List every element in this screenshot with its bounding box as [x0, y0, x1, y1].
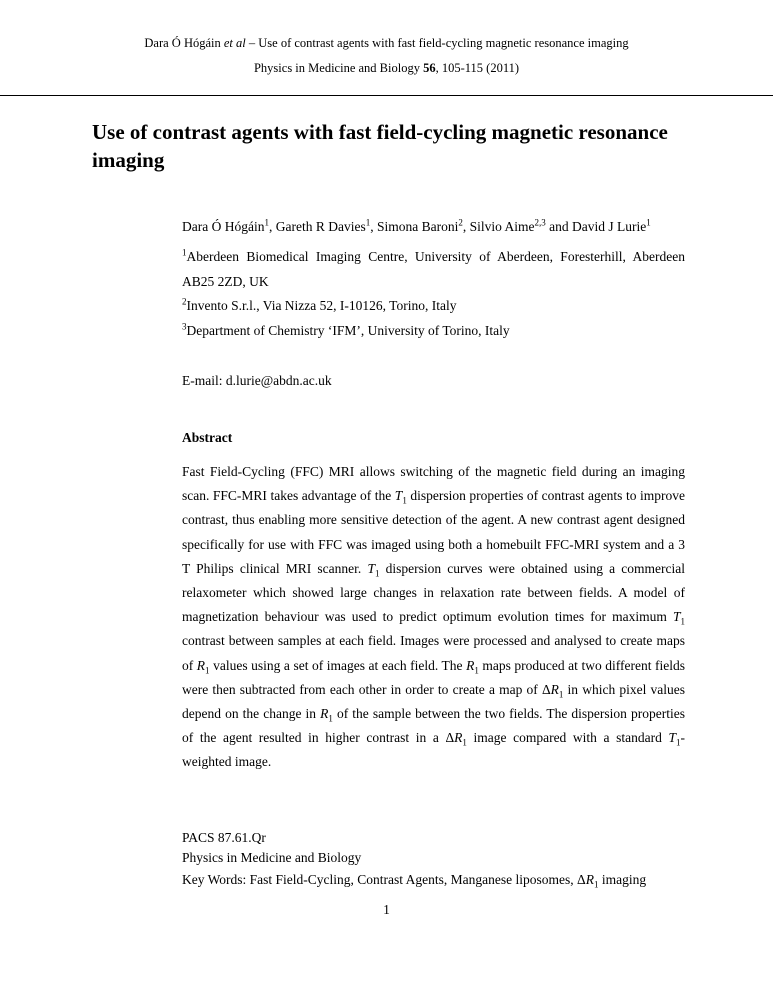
author-name: Gareth R Davies — [275, 219, 366, 234]
keywords: Key Words: Fast Field-Cycling, Contrast Agents, Manganese liposomes, $\Delta R_1$ imaging — [182, 872, 647, 890]
running-header-line-1: Dara Ó Hógáin et al – Use of contrast agents with fast field-cycling magnetic resonance imaging — [144, 36, 629, 50]
contact-email: E-mail: d.lurie@abdn.ac.uk — [182, 373, 332, 388]
affiliation-3: $^3$Department of Chemistry ‘IFM’, University of Torino, Italy — [182, 321, 510, 338]
journal-keywords — [182, 847, 685, 891]
affiliation-1: $^1$Aberdeen Biomedical Imaging Centre, University of Aberdeen, Foresterhill, Aberdeen AB25 2ZD, UK — [182, 247, 685, 289]
affiliations — [182, 245, 685, 343]
page-number: 1 — [383, 902, 390, 917]
header-rule — [0, 95, 773, 96]
paper-title: Use of contrast agents with fast field-cycling magnetic resonance imaging — [92, 120, 668, 172]
author-name: Dara Ó Hógáin — [182, 219, 265, 234]
journal-name: Physics in Medicine and Biology — [182, 850, 362, 865]
author-list: Dara Ó Hógáin$^1$, Gareth R Davies$^1$, Simona Baroni$^2$, Silvio Aime$^{2,3}$ and David J Lurie$^1$ — [182, 217, 651, 234]
author-name: Simona Baroni — [376, 219, 459, 234]
abstract-body: Fast Field-Cycling (FFC) MRI allows switching of the magnetic field during an imaging scan. FFC-MRI takes advantage of the $T_1$ dispersion properties of contrast agents to improve contrast, thus enabling more sensitive detection of the agent. A new contrast agent designed specifically for use with FFC was imaged using both a homebuilt FFC-MRI system and a 3 T Philips clinical MRI scanner. $T_1$ dispersion curves were obtained using a commercial relaxometer which showed large changes in relaxation rate between fields. A model of magnetization behaviour was used to predict optimum evolution times for maximum $T_1$ contrast between samples at each field. Images were processed and analysed to create maps of $R_1$ values using a set of images at each field. The $R_1$ maps produced at two different fields were then subtracted from each other in order to create a map of $\Delta R_1$ in which pixel values depend on the change in $R_1$ of the sample between the two fields. The dispersion properties of the agent resulted in higher contrast in a $\Delta R_1$ image compared with a standard $T_1$-weighted image. — [182, 464, 686, 770]
author-name: David J Lurie — [571, 219, 647, 234]
running-header-line-2: Physics in Medicine and Biology 56, 105-115 (2011) — [253, 61, 520, 75]
author-name: Silvio Aime — [469, 219, 535, 234]
abstract-heading: Abstract — [182, 430, 233, 445]
pacs-code: PACS 87.61.Qr — [182, 830, 266, 845]
affiliation-2: $^2$Invento S.r.l., Via Nizza 52, I-10126, Torino, Italy — [182, 296, 457, 313]
